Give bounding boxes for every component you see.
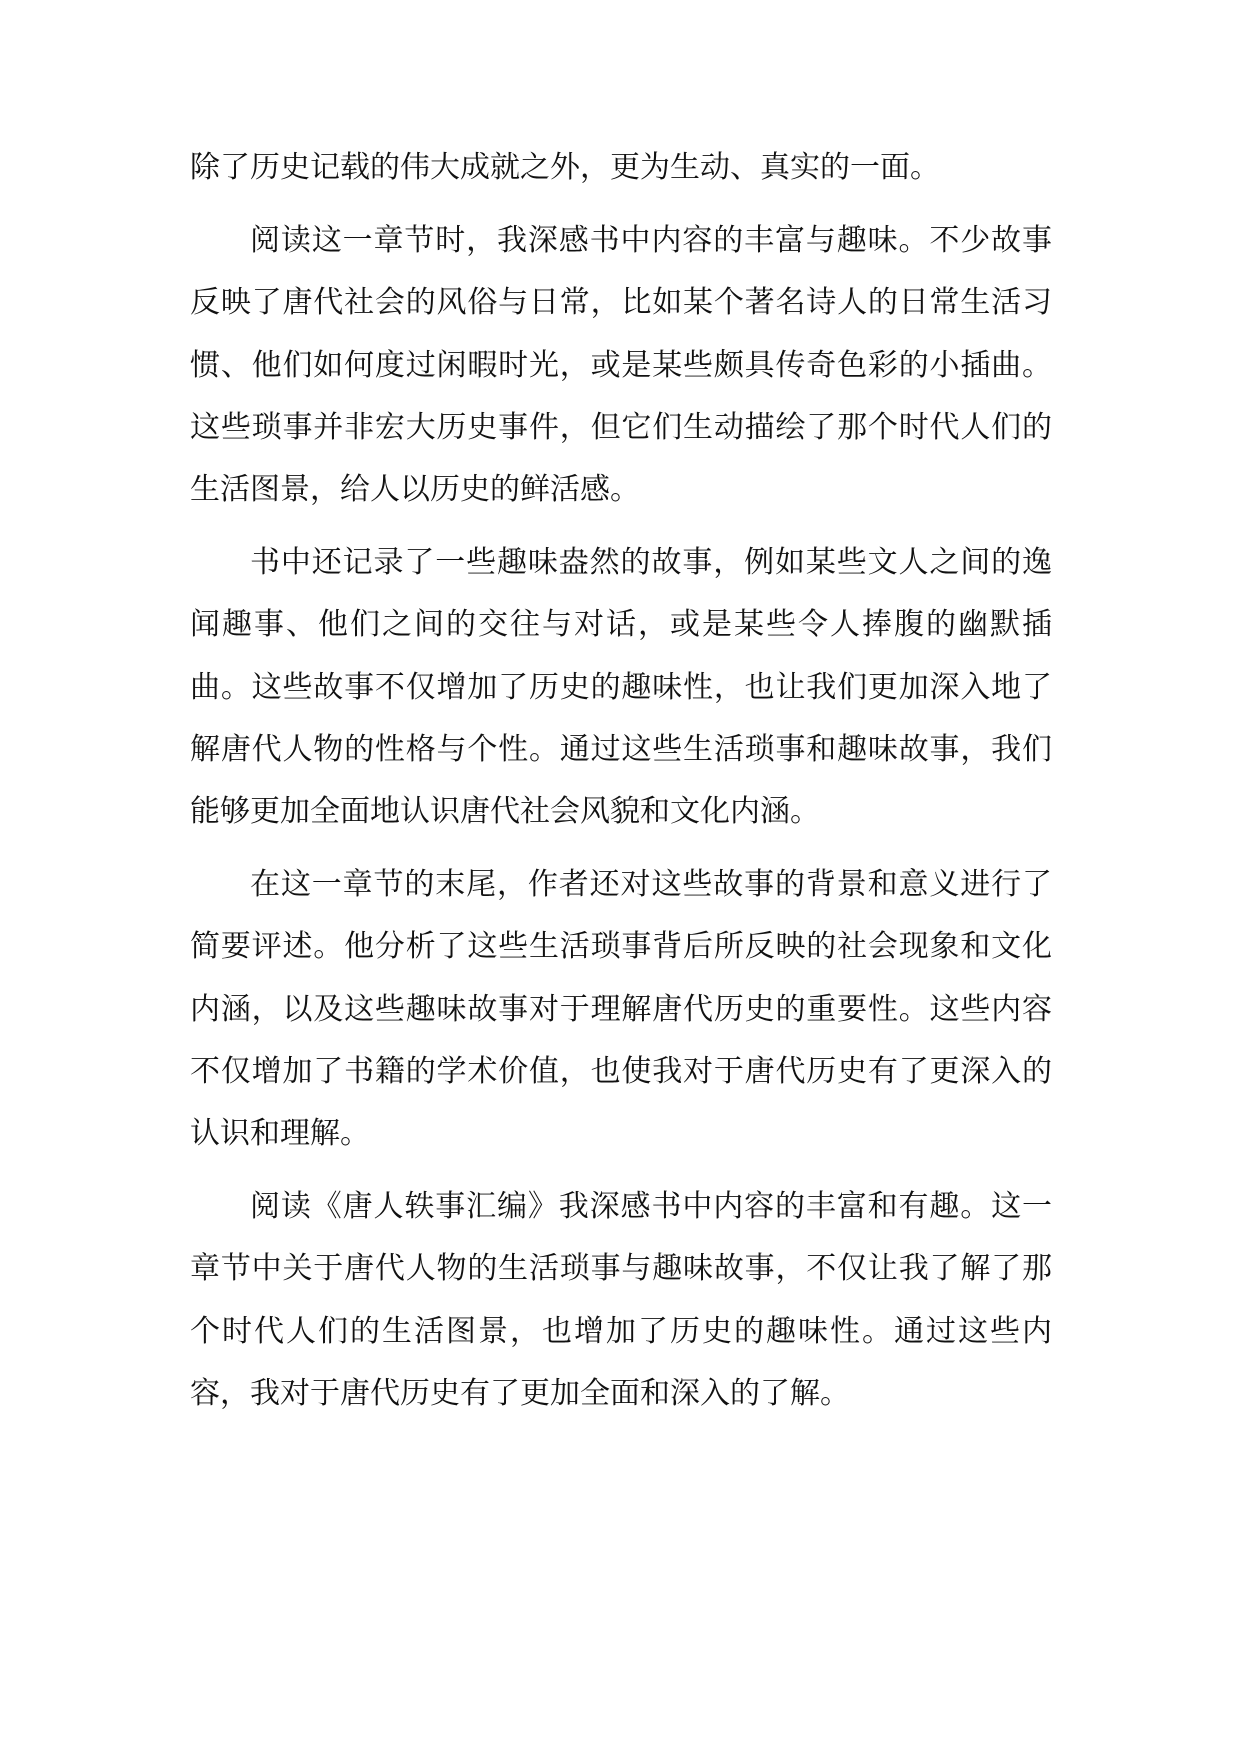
paragraph: 阅读《唐人轶事汇编》我深感书中内容的丰富和有趣。这一章节中关于唐代人物的生活琐事与趣味故事，不仅让我了解了那个时代人们的生活图景，也增加了历史的趣味性。通过这些内容，我对于唐代历史有了更加全面和深入的了解。	[190, 1189, 1052, 1411]
paragraph-continuation: 除了历史记载的伟大成就之外，更为生动、真实的一面。	[190, 150, 940, 185]
paragraph: 在这一章节的末尾，作者还对这些故事的背景和意义进行了简要评述。他分析了这些生活琐事背后所反映的社会现象和文化内涵，以及这些趣味故事对于理解唐代历史的重要性。这些内容不仅增加了书籍的学术价值，也使我对于唐代历史有了更深入的认识和理解。	[190, 867, 1052, 1152]
paragraph: 书中还记录了一些趣味盎然的故事，例如某些文人之间的逸闻趣事、他们之间的交往与对话，或是某些令人捧腹的幽默插曲。这些故事不仅增加了历史的趣味性，也让我们更加深入地了解唐代人物的性格与个性。通过这些生活琐事和趣味故事，我们能够更加全面地认识唐代社会风貌和文化内涵。	[190, 545, 1052, 830]
body-text	[190, 137, 1052, 1436]
paragraph: 阅读这一章节时，我深感书中内容的丰富与趣味。不少故事反映了唐代社会的风俗与日常，比如某个著名诗人的日常生活习惯、他们如何度过闲暇时光，或是某些颇具传奇色彩的小插曲。这些琐事并非宏大历史事件，但它们生动描绘了那个时代人们的生活图景，给人以历史的鲜活感。	[190, 223, 1052, 508]
